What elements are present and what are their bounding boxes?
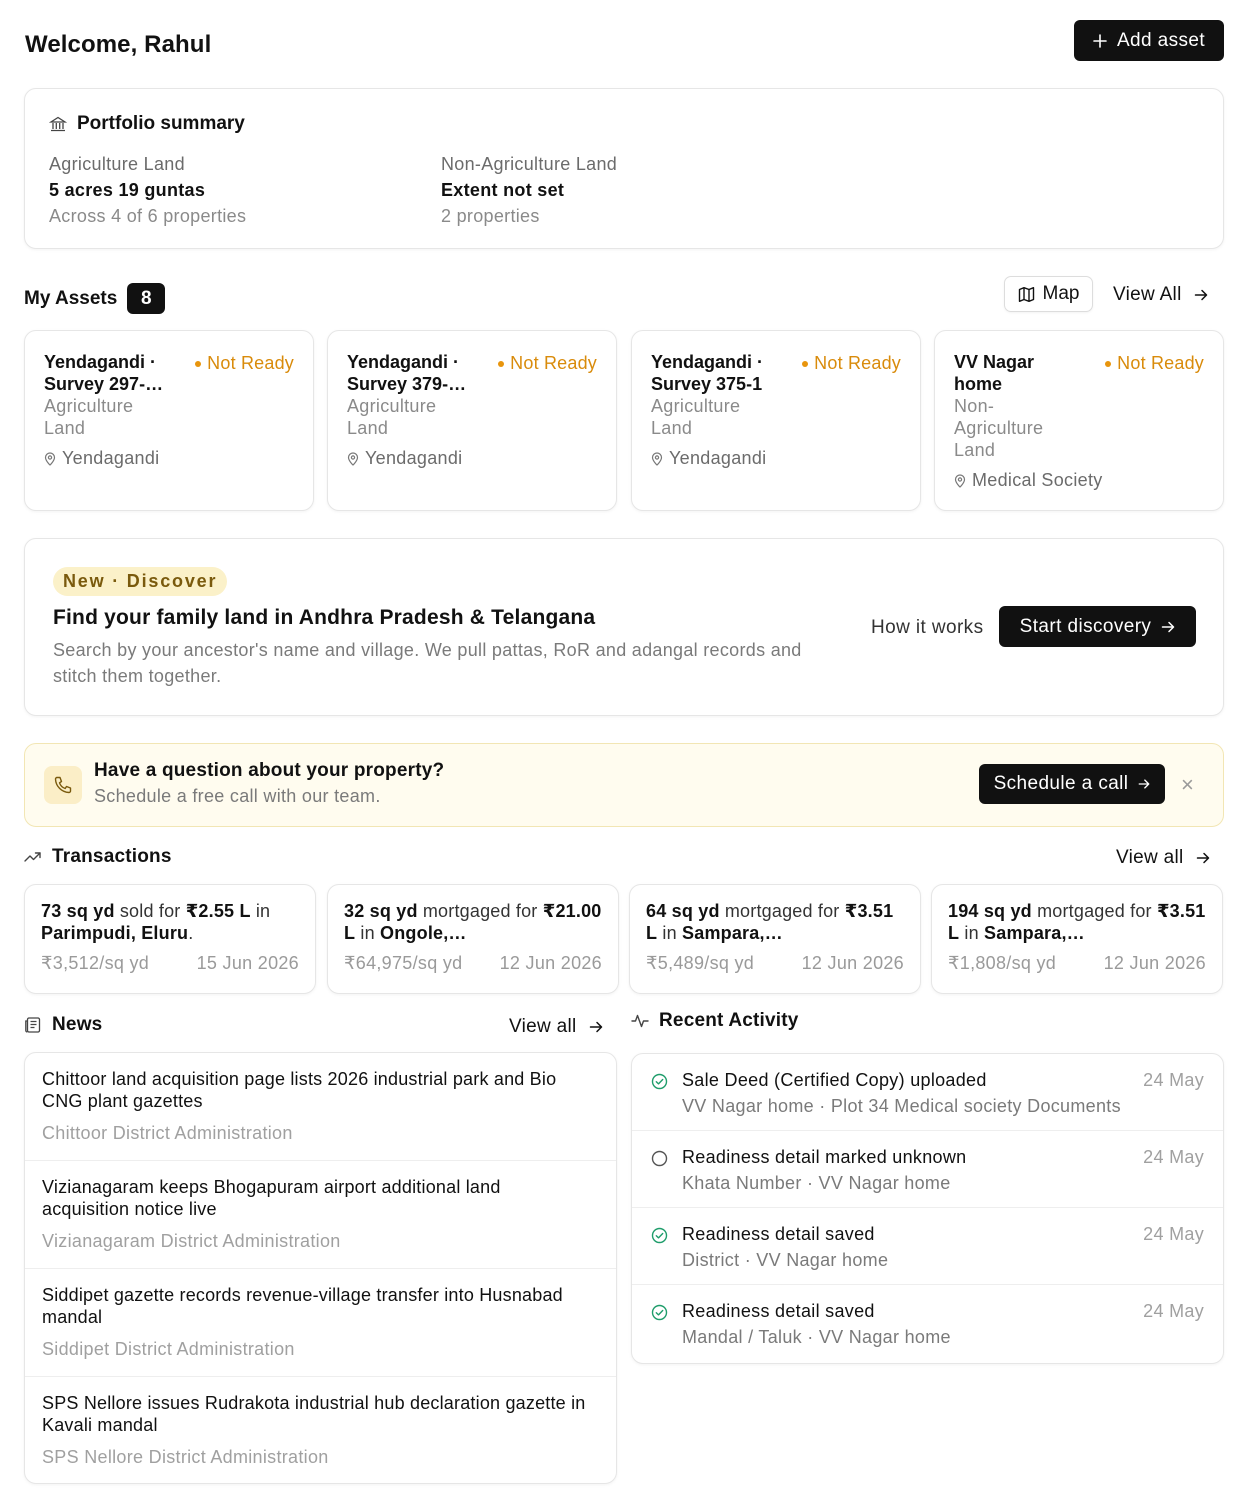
txn-verb: mortgaged for bbox=[422, 901, 538, 921]
txn-amount: ₹3.51 L bbox=[948, 901, 1206, 943]
arrow-right-icon bbox=[589, 1020, 603, 1034]
txn-place: Parimpudi, Eluru bbox=[41, 923, 189, 943]
transaction-meta bbox=[646, 953, 904, 974]
transaction-text bbox=[646, 900, 908, 944]
status-text: Not Ready bbox=[1117, 353, 1204, 373]
asset-card[interactable] bbox=[934, 330, 1224, 511]
txn-rate: ₹64,975/sq yd bbox=[344, 953, 463, 973]
txn-amount: ₹21.00 L bbox=[344, 901, 602, 943]
how-it-works-link[interactable]: How it works bbox=[871, 617, 984, 638]
schedule-call-banner bbox=[24, 743, 1224, 827]
asset-card[interactable] bbox=[327, 330, 617, 511]
news-view-all-label: View all bbox=[509, 1016, 577, 1037]
question-subtitle: Schedule a free call with our team. bbox=[94, 786, 381, 806]
start-discovery-button[interactable] bbox=[999, 606, 1196, 647]
transaction-card[interactable] bbox=[931, 884, 1223, 994]
txn-verb: mortgaged for bbox=[1037, 901, 1152, 921]
status-badge bbox=[498, 353, 597, 374]
portfolio-nonagri-column bbox=[441, 151, 617, 229]
status-dot bbox=[1105, 361, 1111, 367]
question-title: Have a question about your property? bbox=[94, 760, 445, 781]
asset-card[interactable] bbox=[24, 330, 314, 511]
portfolio-title bbox=[49, 113, 245, 135]
asset-location bbox=[651, 448, 766, 469]
asset-location bbox=[44, 448, 159, 469]
txn-amount: ₹3.51 L bbox=[646, 901, 894, 943]
asset-name: VV Nagar home bbox=[954, 352, 1035, 394]
news-headline: SPS Nellore issues Rudrakota industrial hub declaration gazette in Kavali mandal bbox=[42, 1393, 586, 1435]
status-dot bbox=[195, 361, 201, 367]
txn-rate: ₹5,489/sq yd bbox=[646, 953, 755, 973]
activity-date: 24 May bbox=[1143, 1147, 1204, 1167]
assets-view-all-link[interactable] bbox=[1113, 284, 1208, 306]
my-assets-heading bbox=[24, 283, 165, 314]
news-headline: Siddipet gazette records revenue-village transfer into Husnabad mandal bbox=[42, 1285, 563, 1327]
transaction-meta bbox=[948, 953, 1206, 974]
location-pin-icon bbox=[44, 452, 56, 466]
asset-location bbox=[954, 470, 1103, 491]
txn-place: Sampara,… bbox=[682, 923, 783, 943]
discover-badge: New · Discover bbox=[53, 567, 227, 596]
arrow-right-icon bbox=[1138, 778, 1150, 790]
portfolio-summary-card bbox=[24, 88, 1224, 249]
arrow-right-icon bbox=[1194, 288, 1208, 302]
page-title: Welcome, Rahul bbox=[25, 31, 212, 58]
news-item[interactable] bbox=[25, 1269, 616, 1377]
recent-activity-title: Recent Activity bbox=[659, 1010, 799, 1031]
status-badge bbox=[1105, 353, 1204, 374]
news-source: Chittoor District Administration bbox=[42, 1123, 293, 1143]
news-source: Vizianagaram District Administration bbox=[42, 1231, 341, 1251]
activity-subtitle: Mandal / Taluk · VV Nagar home bbox=[682, 1327, 951, 1347]
nonagri-label: Non-Agriculture Land bbox=[441, 154, 618, 174]
activity-item[interactable] bbox=[632, 1208, 1223, 1285]
news-source: SPS Nellore District Administration bbox=[42, 1447, 329, 1467]
txn-area: 32 sq yd bbox=[344, 901, 418, 921]
news-headline: Vizianagaram keeps Bhogapuram airport additional land acquisition notice live bbox=[42, 1177, 501, 1219]
trending-up-icon bbox=[24, 850, 42, 864]
agri-label: Agriculture Land bbox=[49, 154, 185, 174]
activity-icon bbox=[631, 1013, 649, 1029]
asset-type: Agriculture Land bbox=[651, 396, 741, 438]
my-assets-title: My Assets bbox=[24, 287, 118, 309]
transaction-meta bbox=[344, 953, 602, 974]
arrow-right-icon bbox=[1196, 851, 1210, 865]
asset-type: Non-Agriculture Land bbox=[954, 396, 1044, 460]
activity-item[interactable] bbox=[632, 1054, 1223, 1131]
status-text: Not Ready bbox=[207, 353, 294, 373]
discover-description: Search by your ancestor's name and village. We pull pattas, RoR and adangal records and stitch them together. bbox=[53, 640, 802, 686]
transaction-text bbox=[948, 900, 1210, 944]
transaction-card[interactable] bbox=[629, 884, 921, 994]
news-source: Siddipet District Administration bbox=[42, 1339, 295, 1359]
arrow-right-icon bbox=[1161, 620, 1175, 634]
txn-prep: in bbox=[662, 923, 677, 943]
activity-subtitle: District · VV Nagar home bbox=[682, 1250, 889, 1270]
asset-name: Yendagandi · Survey 297-… bbox=[44, 352, 164, 394]
txn-place: Sampara,… bbox=[984, 923, 1085, 943]
news-item[interactable] bbox=[25, 1377, 616, 1483]
transactions-title: Transactions bbox=[52, 846, 172, 867]
nonagri-value: Extent not set bbox=[441, 180, 565, 200]
activity-subtitle: Khata Number · VV Nagar home bbox=[682, 1173, 951, 1193]
phone-icon-wrapper bbox=[44, 766, 82, 804]
txn-place: Ongole,… bbox=[380, 923, 467, 943]
check-circle-icon bbox=[651, 1304, 668, 1321]
txn-date: 15 Jun 2026 bbox=[196, 953, 299, 973]
news-headline: Chittoor land acquisition page lists 2026 industrial park and Bio CNG plant gazettes bbox=[42, 1069, 557, 1111]
transaction-meta bbox=[41, 953, 299, 974]
asset-location bbox=[347, 448, 462, 469]
txn-verb: sold for bbox=[119, 901, 181, 921]
add-asset-label: Add asset bbox=[1116, 29, 1206, 51]
asset-card[interactable] bbox=[631, 330, 921, 511]
recent-activity-heading bbox=[631, 1010, 799, 1032]
news-list bbox=[24, 1052, 617, 1484]
news-view-all-link[interactable] bbox=[509, 1016, 603, 1038]
transaction-card[interactable] bbox=[327, 884, 619, 994]
transaction-text bbox=[41, 900, 303, 944]
txn-amount: ₹2.55 L bbox=[185, 901, 251, 921]
empty-circle-icon bbox=[651, 1150, 668, 1167]
map-label: Map bbox=[1042, 283, 1080, 304]
phone-icon bbox=[53, 775, 73, 795]
activity-title: Readiness detail saved bbox=[682, 1224, 875, 1244]
activity-date: 24 May bbox=[1143, 1301, 1204, 1321]
close-icon[interactable]: × bbox=[1181, 772, 1194, 797]
txn-rate: ₹1,808/sq yd bbox=[948, 953, 1057, 973]
agri-note: Across 4 of 6 properties bbox=[49, 206, 247, 226]
portfolio-agri-column bbox=[49, 151, 246, 229]
txn-verb: mortgaged for bbox=[724, 901, 840, 921]
portfolio-title-text: Portfolio summary bbox=[77, 113, 245, 134]
txn-prep: in bbox=[964, 923, 979, 943]
transactions-view-all-label: View all bbox=[1116, 847, 1184, 868]
asset-location-text: Medical Society bbox=[972, 470, 1103, 490]
status-badge bbox=[802, 353, 901, 374]
status-badge bbox=[195, 353, 294, 374]
map-button[interactable] bbox=[1004, 276, 1093, 312]
transactions-heading bbox=[24, 846, 172, 868]
agri-value: 5 acres 19 guntas bbox=[49, 180, 206, 200]
activity-list bbox=[631, 1053, 1224, 1364]
activity-date: 24 May bbox=[1143, 1070, 1204, 1090]
asset-type: Agriculture Land bbox=[44, 396, 134, 438]
asset-type: Agriculture Land bbox=[347, 396, 437, 438]
location-pin-icon bbox=[651, 452, 663, 466]
activity-item[interactable] bbox=[632, 1285, 1223, 1362]
bank-icon bbox=[49, 115, 67, 133]
txn-date: 12 Jun 2026 bbox=[801, 953, 904, 973]
news-title: News bbox=[52, 1014, 103, 1035]
activity-title: Readiness detail saved bbox=[682, 1301, 875, 1321]
asset-location-text: Yendagandi bbox=[669, 448, 767, 468]
activity-title: Readiness detail marked unknown bbox=[682, 1147, 967, 1167]
txn-prep: in bbox=[360, 923, 375, 943]
status-dot bbox=[498, 361, 504, 367]
plus-icon bbox=[1093, 34, 1107, 48]
asset-name: Yendagandi · Survey 375-1 bbox=[651, 352, 764, 394]
assets-count-badge: 8 bbox=[127, 283, 165, 314]
transaction-card[interactable] bbox=[24, 884, 316, 994]
news-heading bbox=[24, 1014, 102, 1036]
activity-date: 24 May bbox=[1143, 1224, 1204, 1244]
location-pin-icon bbox=[347, 452, 359, 466]
asset-name: Yendagandi · Survey 379-… bbox=[347, 352, 467, 394]
news-item[interactable] bbox=[25, 1053, 616, 1161]
txn-area: 64 sq yd bbox=[646, 901, 720, 921]
assets-view-all-label: View All bbox=[1113, 284, 1182, 305]
check-circle-icon bbox=[651, 1073, 668, 1090]
txn-prep: in bbox=[255, 901, 271, 921]
add-asset-button[interactable] bbox=[1074, 20, 1224, 61]
txn-end: . bbox=[188, 923, 194, 943]
discover-title: Find your family land in Andhra Pradesh & Telangana bbox=[53, 606, 596, 629]
status-text: Not Ready bbox=[814, 353, 901, 373]
txn-date: 12 Jun 2026 bbox=[499, 953, 602, 973]
schedule-call-label: Schedule a call bbox=[993, 773, 1129, 794]
asset-location-text: Yendagandi bbox=[365, 448, 463, 468]
schedule-call-button[interactable] bbox=[979, 764, 1165, 804]
transaction-text bbox=[344, 900, 606, 944]
txn-date: 12 Jun 2026 bbox=[1103, 953, 1206, 973]
discover-card bbox=[24, 538, 1224, 716]
start-discovery-label: Start discovery bbox=[1019, 615, 1152, 637]
newspaper-icon bbox=[24, 1016, 42, 1034]
nonagri-note: 2 properties bbox=[441, 206, 540, 226]
activity-title: Sale Deed (Certified Copy) uploaded bbox=[682, 1070, 987, 1090]
location-pin-icon bbox=[954, 474, 966, 488]
activity-subtitle: VV Nagar home · Plot 34 Medical society Documents bbox=[682, 1096, 1121, 1116]
activity-item[interactable] bbox=[632, 1131, 1223, 1208]
check-circle-icon bbox=[651, 1227, 668, 1244]
news-item[interactable] bbox=[25, 1161, 616, 1269]
txn-area: 194 sq yd bbox=[948, 901, 1032, 921]
txn-rate: ₹3,512/sq yd bbox=[41, 953, 150, 973]
map-icon bbox=[1018, 286, 1035, 303]
transactions-view-all-link[interactable] bbox=[1116, 847, 1210, 869]
txn-area: 73 sq yd bbox=[41, 901, 115, 921]
status-text: Not Ready bbox=[510, 353, 597, 373]
asset-location-text: Yendagandi bbox=[62, 448, 160, 468]
status-dot bbox=[802, 361, 808, 367]
